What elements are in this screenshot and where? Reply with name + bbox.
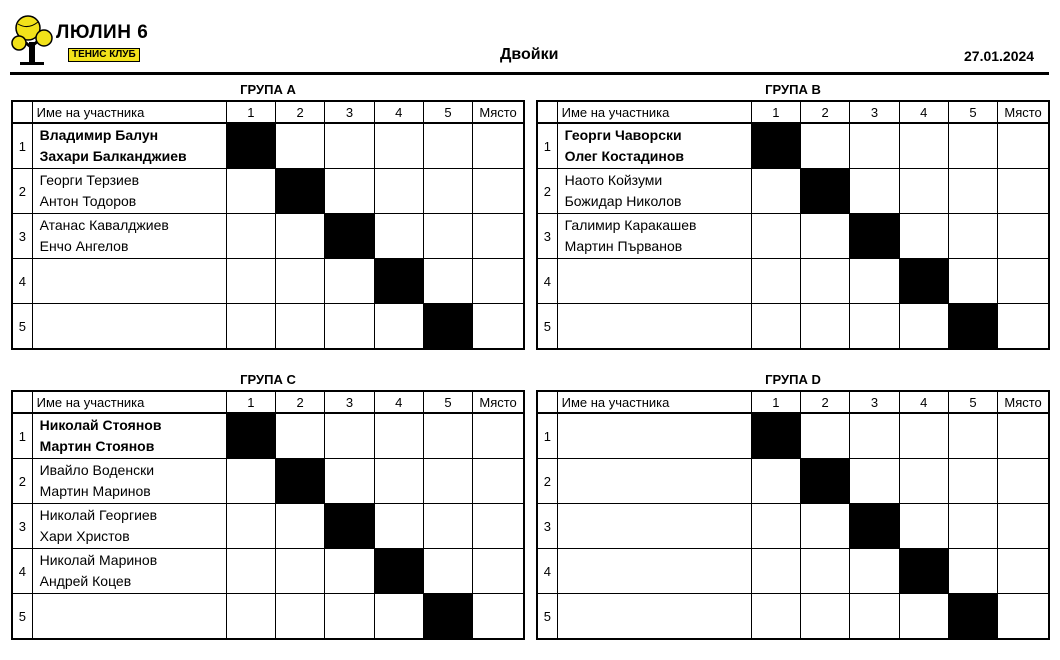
- result-cell: [374, 413, 423, 459]
- header-col-5: 5: [948, 101, 997, 123]
- table-row: [537, 214, 1049, 259]
- table-row: [12, 504, 524, 549]
- header-col-2: 2: [276, 391, 325, 413]
- place-cell: [473, 123, 524, 169]
- table-row: [537, 304, 1049, 350]
- header-name: Име на участника: [557, 101, 751, 123]
- header-num-cell: [537, 391, 557, 413]
- row-number: 4: [12, 259, 32, 304]
- header-col-2: 2: [801, 101, 850, 123]
- result-cell: [374, 214, 423, 259]
- self-match-cell: [801, 169, 850, 214]
- self-match-cell: [948, 594, 997, 640]
- place-cell: [473, 169, 524, 214]
- participant-names: [557, 413, 751, 459]
- header-col-3: 3: [325, 391, 374, 413]
- result-cell: [751, 214, 800, 259]
- participant-names: [557, 304, 751, 350]
- group-table: [11, 390, 525, 640]
- result-cell: [374, 123, 423, 169]
- place-cell: [473, 413, 524, 459]
- group-block: [11, 370, 525, 640]
- result-cell: [325, 413, 374, 459]
- group-table: [536, 100, 1050, 350]
- result-cell: [374, 459, 423, 504]
- table-row: [12, 259, 524, 304]
- participant-names: [32, 123, 226, 169]
- place-cell: [998, 169, 1049, 214]
- place-cell: [473, 594, 524, 640]
- result-cell: [276, 504, 325, 549]
- result-cell: [850, 459, 899, 504]
- participant-1: Атанас Кавалджиев: [39, 217, 169, 233]
- result-cell: [276, 413, 325, 459]
- self-match-cell: [325, 504, 374, 549]
- result-cell: [325, 169, 374, 214]
- result-cell: [423, 504, 472, 549]
- result-cell: [374, 304, 423, 350]
- result-cell: [423, 459, 472, 504]
- header-col-5: 5: [948, 391, 997, 413]
- place-cell: [473, 549, 524, 594]
- group-title: ГРУПА D: [765, 372, 821, 387]
- table-row: [12, 459, 524, 504]
- result-cell: [801, 413, 850, 459]
- row-number: 3: [12, 504, 32, 549]
- table-row: [12, 549, 524, 594]
- result-cell: [423, 549, 472, 594]
- result-cell: [751, 504, 800, 549]
- row-number: 2: [537, 459, 557, 504]
- result-cell: [899, 459, 948, 504]
- result-cell: [226, 594, 275, 640]
- participant-2: Мартин Маринов: [39, 483, 151, 499]
- table-row: [537, 259, 1049, 304]
- table-row: [537, 169, 1049, 214]
- participant-names: [557, 214, 751, 259]
- tennis-tree-icon: [10, 14, 54, 66]
- result-cell: [801, 214, 850, 259]
- participant-2: Захари Балканджиев: [39, 148, 187, 164]
- result-cell: [751, 594, 800, 640]
- place-cell: [998, 259, 1049, 304]
- header-col-1: 1: [751, 101, 800, 123]
- participant-1: Галимир Каракашев: [564, 217, 697, 233]
- self-match-cell: [948, 304, 997, 350]
- self-match-cell: [276, 169, 325, 214]
- participant-2: Енчо Ангелов: [39, 238, 129, 254]
- table-header-row: [537, 101, 1049, 123]
- result-cell: [276, 259, 325, 304]
- place-cell: [998, 594, 1049, 640]
- row-number: 4: [537, 259, 557, 304]
- result-cell: [423, 169, 472, 214]
- table-row: [537, 504, 1049, 549]
- result-cell: [948, 259, 997, 304]
- participant-2: Мартин Първанов: [564, 238, 683, 254]
- result-cell: [276, 123, 325, 169]
- header-col-3: 3: [325, 101, 374, 123]
- group-table: [536, 390, 1050, 640]
- result-cell: [226, 549, 275, 594]
- self-match-cell: [850, 214, 899, 259]
- place-cell: [473, 214, 524, 259]
- header-num-cell: [12, 391, 32, 413]
- place-cell: [998, 413, 1049, 459]
- result-cell: [276, 594, 325, 640]
- table-header-row: [12, 391, 524, 413]
- self-match-cell: [374, 259, 423, 304]
- header-col-1: 1: [226, 391, 275, 413]
- table-row: [12, 304, 524, 350]
- place-cell: [473, 304, 524, 350]
- header-name: Име на участника: [32, 391, 226, 413]
- row-number: 4: [12, 549, 32, 594]
- header-num-cell: [537, 101, 557, 123]
- result-cell: [226, 214, 275, 259]
- result-cell: [801, 304, 850, 350]
- header-col-5: 5: [423, 391, 472, 413]
- result-cell: [801, 504, 850, 549]
- header-place: Място: [473, 101, 524, 123]
- result-cell: [850, 549, 899, 594]
- group-block: [11, 80, 525, 350]
- header-col-4: 4: [374, 391, 423, 413]
- participant-names: [32, 594, 226, 640]
- place-cell: [473, 259, 524, 304]
- table-row: [12, 413, 524, 459]
- group-title: ГРУПА A: [240, 82, 296, 97]
- row-number: 2: [12, 169, 32, 214]
- result-cell: [325, 549, 374, 594]
- result-cell: [751, 259, 800, 304]
- logo-title: ЛЮЛИН 6: [56, 22, 149, 43]
- result-cell: [325, 459, 374, 504]
- result-cell: [948, 459, 997, 504]
- participant-2: Божидар Николов: [564, 193, 682, 209]
- result-cell: [850, 594, 899, 640]
- result-cell: [850, 123, 899, 169]
- self-match-cell: [751, 123, 800, 169]
- table-row: [537, 549, 1049, 594]
- result-cell: [276, 214, 325, 259]
- result-cell: [948, 123, 997, 169]
- result-cell: [801, 594, 850, 640]
- header-name: Име на участника: [32, 101, 226, 123]
- participant-2: Антон Тодоров: [39, 193, 137, 209]
- self-match-cell: [226, 413, 275, 459]
- place-cell: [998, 304, 1049, 350]
- row-number: 5: [12, 304, 32, 350]
- header-name: Име на участника: [557, 391, 751, 413]
- group-title: ГРУПА B: [765, 82, 821, 97]
- header-col-4: 4: [899, 101, 948, 123]
- result-cell: [226, 169, 275, 214]
- header-col-4: 4: [899, 391, 948, 413]
- result-cell: [899, 123, 948, 169]
- self-match-cell: [276, 459, 325, 504]
- result-cell: [325, 123, 374, 169]
- row-number: 2: [537, 169, 557, 214]
- header-col-1: 1: [226, 101, 275, 123]
- table-row: [12, 214, 524, 259]
- participant-names: [557, 549, 751, 594]
- group-block: [536, 80, 1050, 350]
- participant-names: [557, 459, 751, 504]
- row-number: 1: [12, 123, 32, 169]
- header-col-2: 2: [276, 101, 325, 123]
- header-place: Място: [473, 391, 524, 413]
- result-cell: [751, 459, 800, 504]
- participant-names: [32, 214, 226, 259]
- participant-names: [32, 259, 226, 304]
- result-cell: [423, 259, 472, 304]
- self-match-cell: [751, 413, 800, 459]
- result-cell: [751, 304, 800, 350]
- place-cell: [998, 459, 1049, 504]
- participant-2: Хари Христов: [39, 528, 130, 544]
- result-cell: [751, 169, 800, 214]
- row-number: 3: [537, 504, 557, 549]
- participant-names: [557, 504, 751, 549]
- group-title: ГРУПА C: [240, 372, 296, 387]
- result-cell: [948, 169, 997, 214]
- participant-names: [32, 304, 226, 350]
- header-col-3: 3: [850, 101, 899, 123]
- participant-1: Владимир Балун: [39, 127, 159, 143]
- result-cell: [423, 214, 472, 259]
- result-cell: [325, 259, 374, 304]
- row-number: 2: [12, 459, 32, 504]
- self-match-cell: [899, 549, 948, 594]
- place-cell: [473, 504, 524, 549]
- result-cell: [276, 549, 325, 594]
- header-num-cell: [12, 101, 32, 123]
- result-cell: [226, 504, 275, 549]
- participant-names: [557, 259, 751, 304]
- table-row: [537, 594, 1049, 640]
- participant-names: [557, 169, 751, 214]
- result-cell: [948, 549, 997, 594]
- group-block: [536, 370, 1050, 640]
- self-match-cell: [325, 214, 374, 259]
- result-cell: [850, 259, 899, 304]
- table-row: [537, 123, 1049, 169]
- row-number: 5: [537, 304, 557, 350]
- header-col-4: 4: [374, 101, 423, 123]
- result-cell: [325, 594, 374, 640]
- result-cell: [801, 549, 850, 594]
- header-col-5: 5: [423, 101, 472, 123]
- place-cell: [473, 459, 524, 504]
- participant-names: [32, 504, 226, 549]
- result-cell: [948, 214, 997, 259]
- place-cell: [998, 549, 1049, 594]
- page-date: 27.01.2024: [964, 48, 1035, 64]
- result-cell: [374, 594, 423, 640]
- participant-2: Мартин Стоянов: [39, 438, 155, 454]
- row-number: 1: [12, 413, 32, 459]
- participant-names: [557, 123, 751, 169]
- result-cell: [423, 123, 472, 169]
- result-cell: [899, 214, 948, 259]
- result-cell: [226, 259, 275, 304]
- group-table: [11, 100, 525, 350]
- participant-1: Николай Маринов: [39, 552, 158, 568]
- result-cell: [423, 413, 472, 459]
- result-cell: [226, 304, 275, 350]
- row-number: 3: [537, 214, 557, 259]
- table-row: [12, 123, 524, 169]
- participant-names: [557, 594, 751, 640]
- result-cell: [226, 459, 275, 504]
- page-header: [10, 14, 1050, 74]
- table-row: [537, 413, 1049, 459]
- row-number: 3: [12, 214, 32, 259]
- result-cell: [374, 169, 423, 214]
- self-match-cell: [226, 123, 275, 169]
- participant-names: [32, 413, 226, 459]
- result-cell: [801, 259, 850, 304]
- place-cell: [998, 504, 1049, 549]
- result-cell: [948, 504, 997, 549]
- result-cell: [374, 504, 423, 549]
- self-match-cell: [850, 504, 899, 549]
- participant-names: [32, 549, 226, 594]
- result-cell: [899, 304, 948, 350]
- place-cell: [998, 214, 1049, 259]
- row-number: 5: [12, 594, 32, 640]
- result-cell: [899, 504, 948, 549]
- row-number: 5: [537, 594, 557, 640]
- logo-subtitle: ТЕНИС КЛУБ: [68, 48, 140, 62]
- participant-names: [32, 459, 226, 504]
- participant-2: Андрей Коцев: [39, 573, 132, 589]
- header-place: Място: [998, 101, 1049, 123]
- club-logo: [10, 14, 170, 66]
- participant-1: Георги Терзиев: [39, 172, 140, 188]
- row-number: 1: [537, 413, 557, 459]
- participant-1: Наото Койзуми: [564, 172, 663, 188]
- participant-names: [32, 169, 226, 214]
- result-cell: [751, 549, 800, 594]
- result-cell: [276, 304, 325, 350]
- self-match-cell: [801, 459, 850, 504]
- result-cell: [948, 413, 997, 459]
- table-row: [12, 169, 524, 214]
- result-cell: [850, 304, 899, 350]
- self-match-cell: [423, 594, 472, 640]
- header-divider: [10, 72, 1049, 75]
- result-cell: [899, 413, 948, 459]
- self-match-cell: [423, 304, 472, 350]
- row-number: 1: [537, 123, 557, 169]
- page-title: Двойки: [500, 46, 559, 63]
- participant-1: Николай Стоянов: [39, 417, 162, 433]
- participant-1: Георги Чаворски: [564, 127, 682, 143]
- header-col-2: 2: [801, 391, 850, 413]
- result-cell: [850, 169, 899, 214]
- row-number: 4: [537, 549, 557, 594]
- participant-2: Олег Костадинов: [564, 148, 684, 164]
- participant-1: Ивайло Воденски: [39, 462, 155, 478]
- header-col-1: 1: [751, 391, 800, 413]
- header-place: Място: [998, 391, 1049, 413]
- result-cell: [801, 123, 850, 169]
- table-row: [537, 459, 1049, 504]
- result-cell: [899, 169, 948, 214]
- result-cell: [850, 413, 899, 459]
- self-match-cell: [374, 549, 423, 594]
- table-row: [12, 594, 524, 640]
- table-header-row: [537, 391, 1049, 413]
- header-col-3: 3: [850, 391, 899, 413]
- result-cell: [899, 594, 948, 640]
- participant-1: Николай Георгиев: [39, 507, 158, 523]
- result-cell: [325, 304, 374, 350]
- place-cell: [998, 123, 1049, 169]
- self-match-cell: [899, 259, 948, 304]
- table-header-row: [12, 101, 524, 123]
